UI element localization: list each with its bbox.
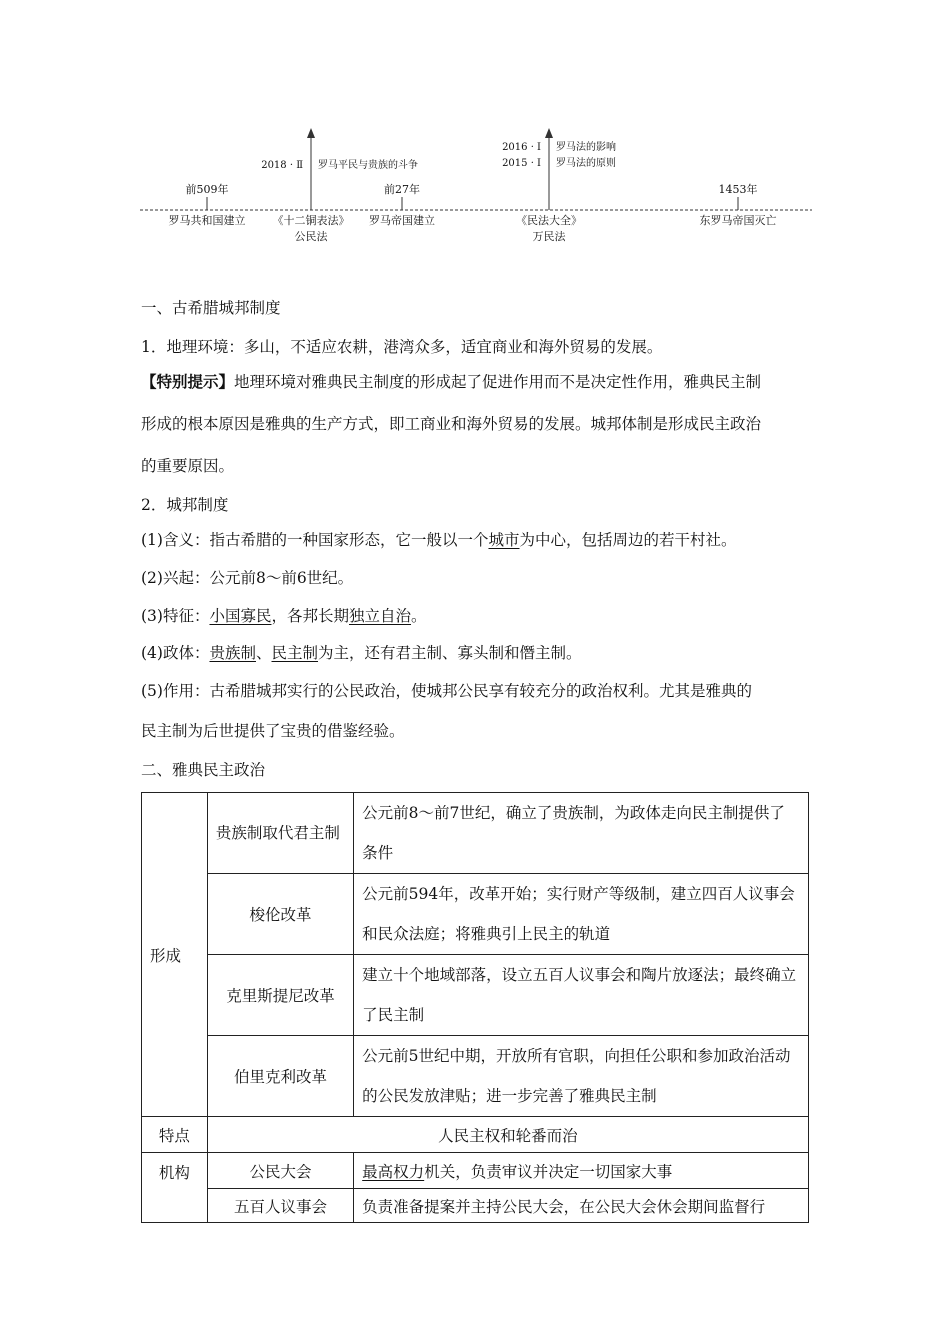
definition-keyword: 城市 — [488, 531, 520, 549]
polity-line — [141, 643, 811, 663]
feature-pre: (3)特征： — [141, 607, 210, 625]
feature-label: 特点 — [142, 1117, 208, 1153]
section1-heading: 一、古希腊城邦制度 — [141, 299, 281, 317]
rise-line: (2)兴起：公元前8～前6世纪。 — [141, 569, 354, 587]
polity-keyword-2: 民主制 — [271, 644, 319, 662]
org-name-1: 公民大会 — [207, 1153, 353, 1189]
definition-line — [141, 530, 811, 550]
formation-desc-3: 建立十个地域部落，设立五百人议事会和陶片放逐法；最终确立了民主制 — [354, 955, 809, 1036]
feature-keyword-1: 小国寡民 — [209, 607, 272, 625]
feature-line — [141, 606, 811, 626]
feature-post: 。 — [411, 607, 427, 625]
polity-keyword-1: 贵族制 — [209, 644, 256, 662]
table-row — [142, 1036, 809, 1117]
feature-mid: ，各邦长期 — [271, 607, 349, 625]
table-row — [142, 1153, 809, 1189]
formation-desc-4: 公元前5世纪中期，开放所有官职，向担任公职和参加政治活动的公民发放津贴；进一步完善了雅典民主制 — [354, 1036, 809, 1117]
special-tip-line2: 形成的根本原因是雅典的生产方式，即工商业和海外贸易的发展。城邦体制是形成民主政治 — [141, 415, 762, 433]
event-corpus-juris: 《民法大全》 — [516, 214, 582, 227]
org-desc-1-text: 机关，负责审议并决定一切国家大事 — [424, 1162, 673, 1181]
arrow2-label-2: 罗马法的原则 — [556, 158, 616, 169]
arrow2-label-1: 罗马法的影响 — [556, 142, 616, 153]
polity-pre: (4)政体： — [141, 644, 210, 662]
event-twelve-tables: 《十二铜表法》 — [272, 214, 350, 227]
definition-pre: (1)含义：指古希腊的一种国家形态，它一般以一个 — [141, 531, 489, 549]
roman-law-timeline — [0, 0, 950, 260]
table-row — [142, 1189, 809, 1223]
polity-post: 为主，还有君主制、寡头制和僭主制。 — [318, 644, 582, 662]
formation-name-2: 梭伦改革 — [207, 874, 353, 955]
formation-label: 形成 — [142, 793, 208, 1117]
table-row — [142, 955, 809, 1036]
formation-desc-1: 公元前8～前7世纪，确立了贵族制，为政体走向民主制提供了条件 — [354, 793, 809, 874]
formation-desc-2: 公元前594年，改革开始；实行财产等级制，建立四百人议事会和民众法庭；将雅典引上民主的轨道 — [354, 874, 809, 955]
event-empire: 罗马帝国建立 — [369, 214, 435, 227]
formation-name-3: 克里斯提尼改革 — [207, 955, 353, 1036]
definition-post: 为中心，包括周边的若干村社。 — [519, 531, 737, 549]
feature-keyword-2: 独立自治 — [349, 607, 412, 625]
effect-line1: (5)作用：古希腊城邦实行的公民政治，使城邦公民享有较充分的政治权利。尤其是雅典的 — [141, 682, 752, 700]
arrow2-tag-1: 2016 · Ⅰ — [502, 142, 541, 153]
formation-name-1: 贵族制取代君主制 — [207, 793, 353, 874]
geo-environment: 1．地理环境：多山，不适应农耕，港湾众多，适宜商业和海外贸易的发展。 — [141, 338, 663, 356]
org-label: 机构 — [142, 1153, 208, 1223]
special-tip-line3: 的重要原因。 — [141, 457, 235, 475]
event-corpus-juris-sub: 万民法 — [532, 230, 566, 243]
table-row — [142, 793, 809, 874]
section2-heading: 二、雅典民主政治 — [141, 761, 266, 779]
org-desc-1 — [354, 1153, 809, 1189]
special-tip-label: 【特别提示】 — [141, 372, 235, 391]
arrow-head-2 — [545, 128, 553, 138]
org-desc-1-keyword: 最高权力 — [362, 1162, 425, 1181]
date-509bc: 前509年 — [185, 183, 229, 196]
arrow1-label-1: 罗马平民与贵族的斗争 — [318, 160, 418, 171]
org-name-2: 五百人议事会 — [207, 1189, 353, 1223]
arrow-head-1 — [307, 128, 315, 138]
date-27bc: 前27年 — [384, 183, 420, 196]
special-tip-line1 — [141, 372, 811, 392]
formation-name-4: 伯里克利改革 — [207, 1036, 353, 1117]
athenian-democracy-table — [141, 792, 809, 1223]
table-row — [142, 874, 809, 955]
city-state-heading: 2．城邦制度 — [141, 496, 229, 514]
special-tip-text: 地理环境对雅典民主制度的形成起了促进作用而不是决定性作用，雅典民主制 — [234, 373, 762, 391]
arrow1-tag-1: 2018 · Ⅱ — [261, 160, 303, 171]
table-row — [142, 1117, 809, 1153]
arrow2-tag-2: 2015 · Ⅰ — [502, 158, 541, 169]
event-byzantine-fall: 东罗马帝国灭亡 — [699, 214, 777, 227]
event-twelve-tables-sub: 公民法 — [294, 230, 328, 243]
feature-value: 人民主权和轮番而治 — [207, 1117, 808, 1153]
effect-line2: 民主制为后世提供了宝贵的借鉴经验。 — [141, 722, 405, 740]
org-desc-2: 负责准备提案并主持公民大会，在公民大会休会期间监督行 — [354, 1189, 809, 1223]
event-republic: 罗马共和国建立 — [168, 214, 246, 227]
date-1453: 1453年 — [718, 183, 758, 196]
polity-mid: 、 — [255, 644, 272, 662]
